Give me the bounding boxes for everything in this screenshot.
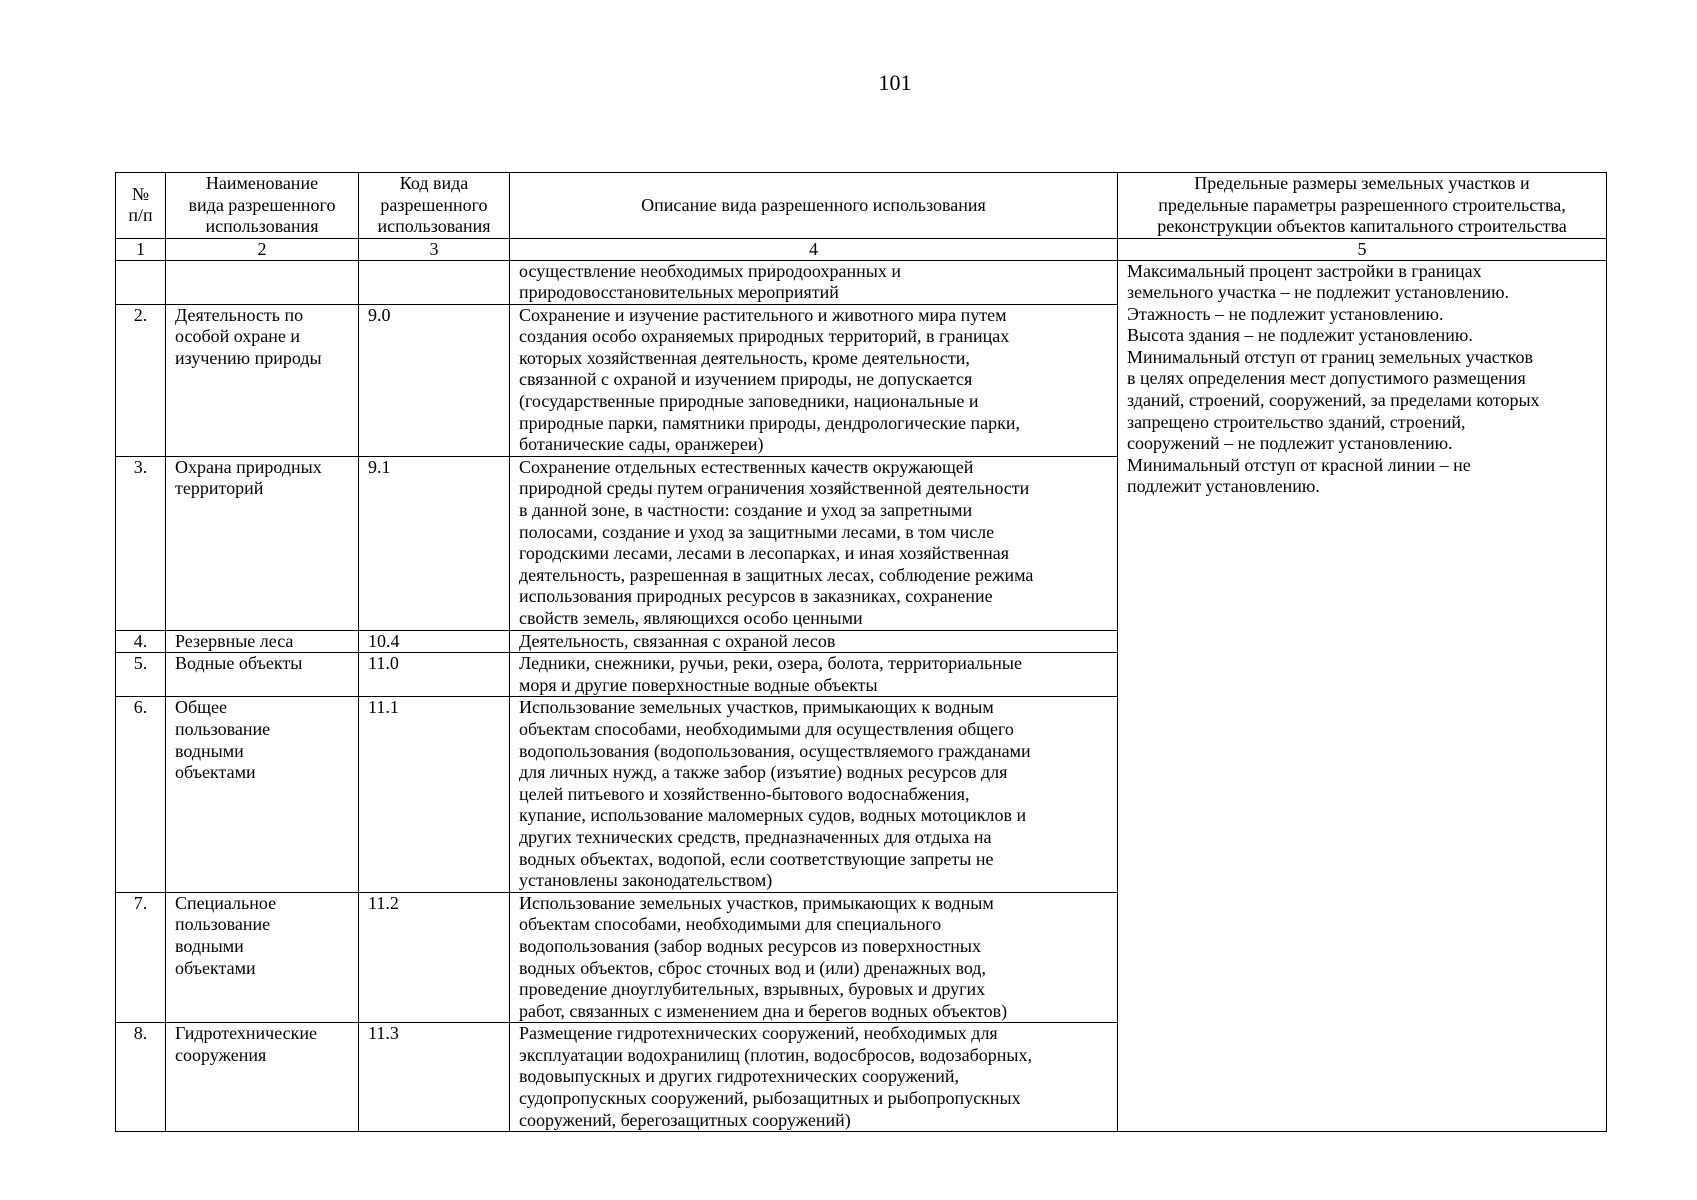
usage-description-cell (510, 1023, 1118, 1132)
usage-code-cell: 9.0 (359, 304, 510, 456)
text-line: использования природных ресурсов в заказниках, сохранение (519, 586, 993, 607)
text-line: эксплуатации водохранилищ (плотин, водосбросов, водозаборных, (519, 1044, 1032, 1065)
text-line: Гидротехнические (175, 1023, 318, 1044)
land-use-table (115, 172, 1607, 1132)
text-line: целей питьевого и хозяйственно-бытового водоснабжения, (519, 783, 970, 804)
usage-code-cell (359, 260, 510, 304)
text-line: особой охране и (175, 326, 301, 347)
usage-name-cell (166, 653, 359, 697)
text-line: сооружений – не подлежит установлению. (1127, 433, 1453, 454)
text-line: городскими лесами, лесами в лесопарках, и иная хозяйственная (519, 543, 1010, 564)
table-header-row (116, 173, 1607, 239)
text-line: запрещено строительство зданий, строений, (1127, 411, 1466, 432)
text-line: Этажность – не подлежит установлению. (1127, 303, 1444, 324)
usage-name-cell (166, 892, 359, 1023)
text-line: изучению природы (175, 347, 322, 368)
text-line: создания особо охраняемых природных территорий, в границах (519, 326, 1010, 347)
page-number: 101 (878, 70, 912, 95)
text-line: объектами (175, 957, 256, 978)
text-line: осуществление необходимых природоохранных и (519, 260, 901, 281)
text-line: Минимальный отступ от границ земельных участков (1127, 346, 1533, 367)
usage-code-cell: 11.1 (359, 697, 510, 892)
text-line: работ, связанных с изменением дна и берегов водных объектов) (519, 1000, 1008, 1021)
table-row (116, 260, 1607, 304)
text-line: водопользования (забор водных ресурсов из поверхностных (519, 935, 981, 956)
text-line: территорий (175, 478, 264, 499)
header-num (116, 173, 166, 239)
text-line: реконструкции объектов капитального строительства (1157, 216, 1567, 236)
text-line: в данной зоне, в частности: создание и уход за запретными (519, 500, 973, 521)
row-number-cell: 8. (116, 1023, 166, 1132)
column-number: 5 (1118, 238, 1607, 260)
column-number: 1 (116, 238, 166, 260)
text-line: Код вида (399, 173, 469, 193)
row-number-cell (116, 260, 166, 304)
text-line: ботанические сады, оранжереи) (519, 434, 764, 455)
usage-name-cell (166, 456, 359, 630)
text-line: природовосстановительных мероприятий (519, 282, 839, 303)
usage-code-cell: 11.2 (359, 892, 510, 1023)
text-line: № (131, 183, 150, 204)
usage-description-cell (510, 653, 1118, 697)
text-line: объектами (175, 762, 256, 783)
usage-code-cell: 11.0 (359, 653, 510, 697)
usage-description-cell (510, 260, 1118, 304)
usage-description-cell (510, 304, 1118, 456)
usage-name-cell (166, 304, 359, 456)
text-line: пользование (175, 914, 271, 935)
text-line: Максимальный процент застройки в границах (1127, 260, 1482, 281)
text-line: природной среды путем ограничения хозяйственной деятельности (519, 478, 1030, 499)
text-line: Общее (175, 697, 227, 718)
text-line: Деятельность, связанная с охраной лесов (519, 630, 836, 651)
text-line: Водные объекты (175, 653, 303, 674)
text-line: для личных нужд, а также забор (изъятие) водных ресурсов для (519, 762, 1008, 783)
text-line: разрешенного (380, 194, 488, 215)
header-description (510, 173, 1118, 239)
text-line: Наименование (205, 173, 319, 193)
header-name (166, 173, 359, 239)
usage-name-cell (166, 1023, 359, 1132)
text-line: Минимальный отступ от красной линии – не (1127, 454, 1471, 475)
usage-description-cell (510, 892, 1118, 1023)
text-line: Специальное (175, 892, 277, 913)
usage-code-cell: 10.4 (359, 630, 510, 653)
column-number: 4 (510, 238, 1118, 260)
usage-name-cell (166, 697, 359, 892)
text-line: Сохранение отдельных естественных качеств окружающей (519, 456, 974, 477)
row-number-cell: 5. (116, 653, 166, 697)
text-line: использования (205, 216, 319, 236)
text-line: установлены законодательством) (519, 870, 773, 891)
text-line: Использование земельных участков, примыкающих к водным (519, 892, 994, 913)
usage-code-cell: 9.1 (359, 456, 510, 630)
text-line: (государственные природные заповедники, национальные и (519, 391, 979, 412)
text-line: Описание вида разрешенного использования (641, 194, 986, 215)
text-line: Использование земельных участков, примыкающих к водным (519, 697, 994, 718)
usage-description-cell (510, 697, 1118, 892)
row-number-cell: 6. (116, 697, 166, 892)
text-line: проведение дноуглубительных, взрывных, буровых и других (519, 979, 986, 1000)
text-line: свойств земель, являющихся особо ценными (519, 608, 863, 628)
usage-name-cell (166, 260, 359, 304)
text-line: земельного участка – не подлежит установлению. (1127, 282, 1510, 303)
text-line: водопользования (водопользования, осуществляемого гражданами (519, 740, 1031, 761)
text-line: водных объектов, сброс сточных вод и (или) дренажных вод, (519, 957, 986, 978)
text-line: пользование (175, 718, 271, 739)
column-number: 3 (359, 238, 510, 260)
text-line: объектам способами, необходимыми для осуществления общего (519, 718, 1014, 739)
row-number-cell: 7. (116, 892, 166, 1023)
text-line: водными (175, 740, 244, 761)
text-line: зданий, строений, сооружений, за пределами которых (1127, 390, 1540, 411)
usage-description-cell (510, 630, 1118, 653)
text-line: вида разрешенного (188, 194, 336, 215)
text-line: использования (377, 216, 491, 236)
text-line: п/п (128, 205, 153, 226)
text-line: купание, использование маломерных судов, водных мотоциклов и (519, 805, 1027, 826)
header-code (359, 173, 510, 239)
text-line: предельные параметры разрешенного строительства, (1158, 194, 1566, 215)
text-line: водовыпускных и других гидротехнических сооружений, (519, 1066, 960, 1087)
text-line: Предельные размеры земельных участков и (1194, 173, 1530, 193)
text-line: моря и другие поверхностные водные объекты (519, 674, 878, 695)
text-line: Размещение гидротехнических сооружений, необходимых для (519, 1023, 998, 1044)
text-line: объектам способами, необходимыми для специального (519, 914, 942, 935)
usage-description-cell (510, 456, 1118, 630)
row-number-cell: 2. (116, 304, 166, 456)
header-parameters (1118, 173, 1607, 239)
column-number: 2 (166, 238, 359, 260)
usage-name-cell (166, 630, 359, 653)
text-line: Высота здания – не подлежит установлению. (1127, 325, 1473, 346)
row-number-cell: 3. (116, 456, 166, 630)
text-line: в целях определения мест допустимого размещения (1127, 368, 1526, 389)
text-line: судопропускных сооружений, рыбозащитных и рыбопропускных (519, 1088, 1021, 1109)
text-line: природные парки, памятники природы, дендрологические парки, (519, 412, 1020, 433)
text-line: которых хозяйственная деятельность, кроме деятельности, (519, 347, 970, 368)
text-line: Деятельность по (175, 304, 304, 325)
text-line: подлежит установлению. (1127, 476, 1320, 497)
text-line: полосами, создание и уход за защитными лесами, в том числе (519, 521, 995, 542)
text-line: водными (175, 935, 244, 956)
text-line: деятельность, разрешенная в защитных лесах, соблюдение режима (519, 564, 1034, 585)
limit-parameters-cell (1118, 260, 1607, 1132)
column-number-row (116, 238, 1607, 260)
text-line: Резервные леса (175, 630, 294, 651)
text-line: Сохранение и изучение растительного и животного мира путем (519, 304, 1007, 325)
text-line: связанной с охраной и изучением природы, не допускается (519, 369, 973, 390)
text-line: водных объектах, водопой, если соответствующие запреты не (519, 848, 994, 869)
row-number-cell: 4. (116, 630, 166, 653)
text-line: сооружения (175, 1044, 267, 1065)
text-line: Ледники, снежники, ручьи, реки, озера, болота, территориальные (519, 653, 1022, 674)
usage-code-cell: 11.3 (359, 1023, 510, 1132)
text-line: сооружений, берегозащитных сооружений) (519, 1109, 851, 1130)
text-line: Охрана природных (175, 456, 322, 477)
text-line: других технических средств, предназначенных для отдыха на (519, 826, 992, 847)
